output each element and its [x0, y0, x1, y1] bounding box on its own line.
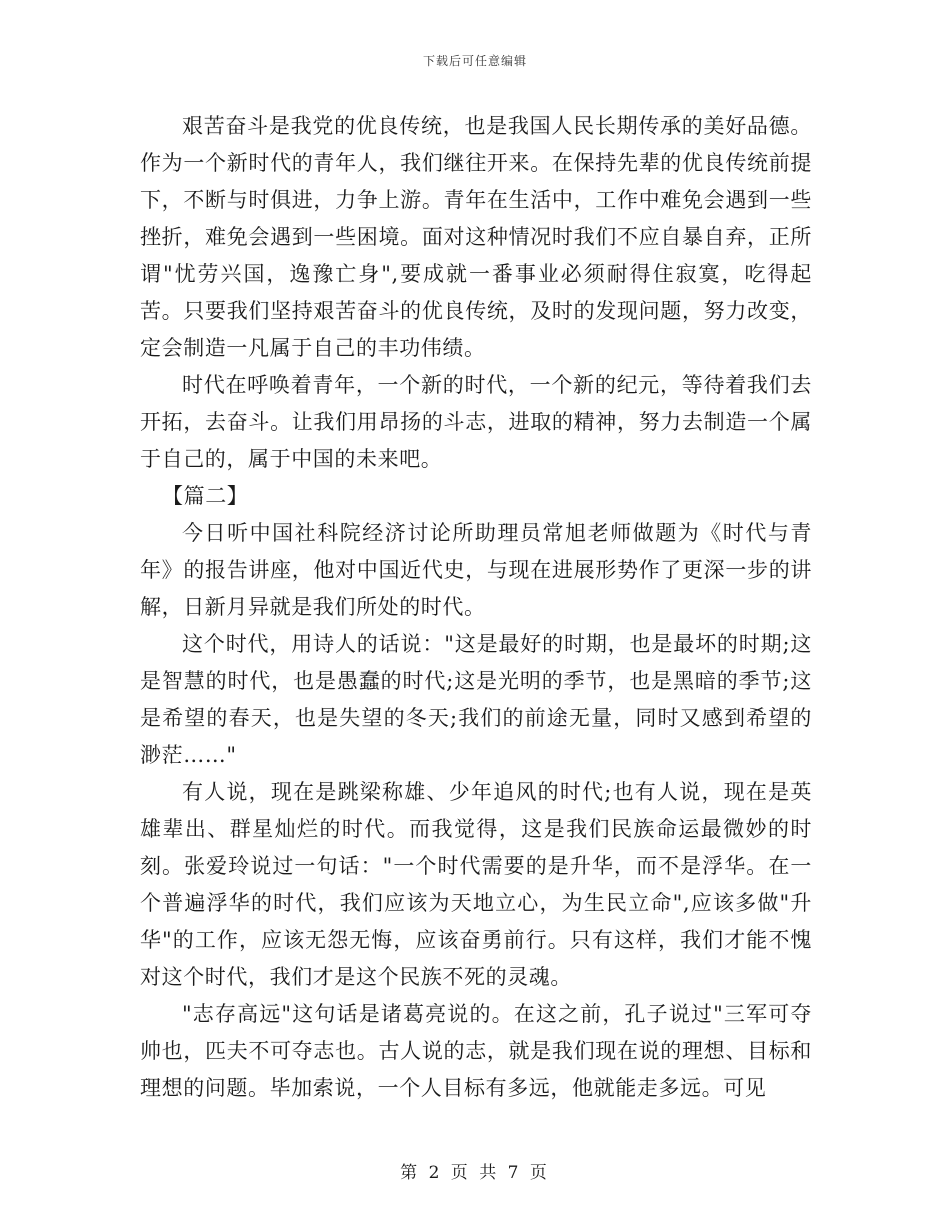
paragraph: 这个时代，用诗人的话说："这是最好的时期，也是最坏的时期;这是智慧的时代，也是愚蠢的时代;这是光明的季节，也是黑暗的季节;这是希望的春天，也是失望的冬天;我们的前途无量，同时又感到希望的渺茫……": [140, 632, 812, 767]
paragraph: 有人说，现在是跳梁称雄、少年追风的时代;也有人说，现在是英雄辈出、群星灿烂的时代。而我觉得，这是我们民族命运最微妙的时刻。张爱玲说过一句话："一个时代需要的是升华，而不是浮华。在一个普遍浮华的时代，我们应该为天地立心，为生民立命",应该多做"升华"的工作，应该无怨无悔，应该奋勇前行。只有这样，我们才能不愧对这个时代，我们才是这个民族不死的灵魂。: [140, 780, 812, 989]
section-heading: 【篇二】: [162, 484, 249, 508]
page-number-footer: 第 2 页 共 7 页: [400, 1163, 550, 1183]
paragraph: "志存高远"这句话是诸葛亮说的。在这之前，孔子说过"三军可夺帅也，匹夫不可夺志也。古人说的志，就是我们现在说的理想、目标和理想的问题。毕加索说，一个人目标有多远，他就能走多远。可见: [140, 1002, 812, 1100]
document-body: [140, 108, 812, 1107]
paragraph: 时代在呼唤着青年，一个新的时代，一个新的纪元，等待着我们去开拓，去奋斗。让我们用昂扬的斗志，进取的精神，努力去制造一个属于自己的，属于中国的未来吧。: [140, 373, 812, 471]
paragraph: 艰苦奋斗是我党的优良传统，也是我国人民长期传承的美好品德。作为一个新时代的青年人，我们继往开来。在保持先辈的优良传统前提下，不断与时俱进，力争上游。青年在生活中，工作中难免会遇到一些挫折，难免会遇到一些困境。面对这种情况时我们不应自暴自弃，正所谓"忧劳兴国，逸豫亡身",要成就一番事业必须耐得住寂寞，吃得起苦。只要我们坚持艰苦奋斗的优良传统，及时的发现问题，努力改变，定会制造一凡属于自己的丰功伟绩。: [140, 114, 812, 360]
paragraph: 今日听中国社科院经济讨论所助理员常旭老师做题为《时代与青年》的报告讲座，他对中国近代史，与现在进展形势作了更深一步的讲解，日新月异就是我们所处的时代。: [140, 521, 812, 619]
page-header: 下载后可任意编辑: [422, 54, 527, 68]
